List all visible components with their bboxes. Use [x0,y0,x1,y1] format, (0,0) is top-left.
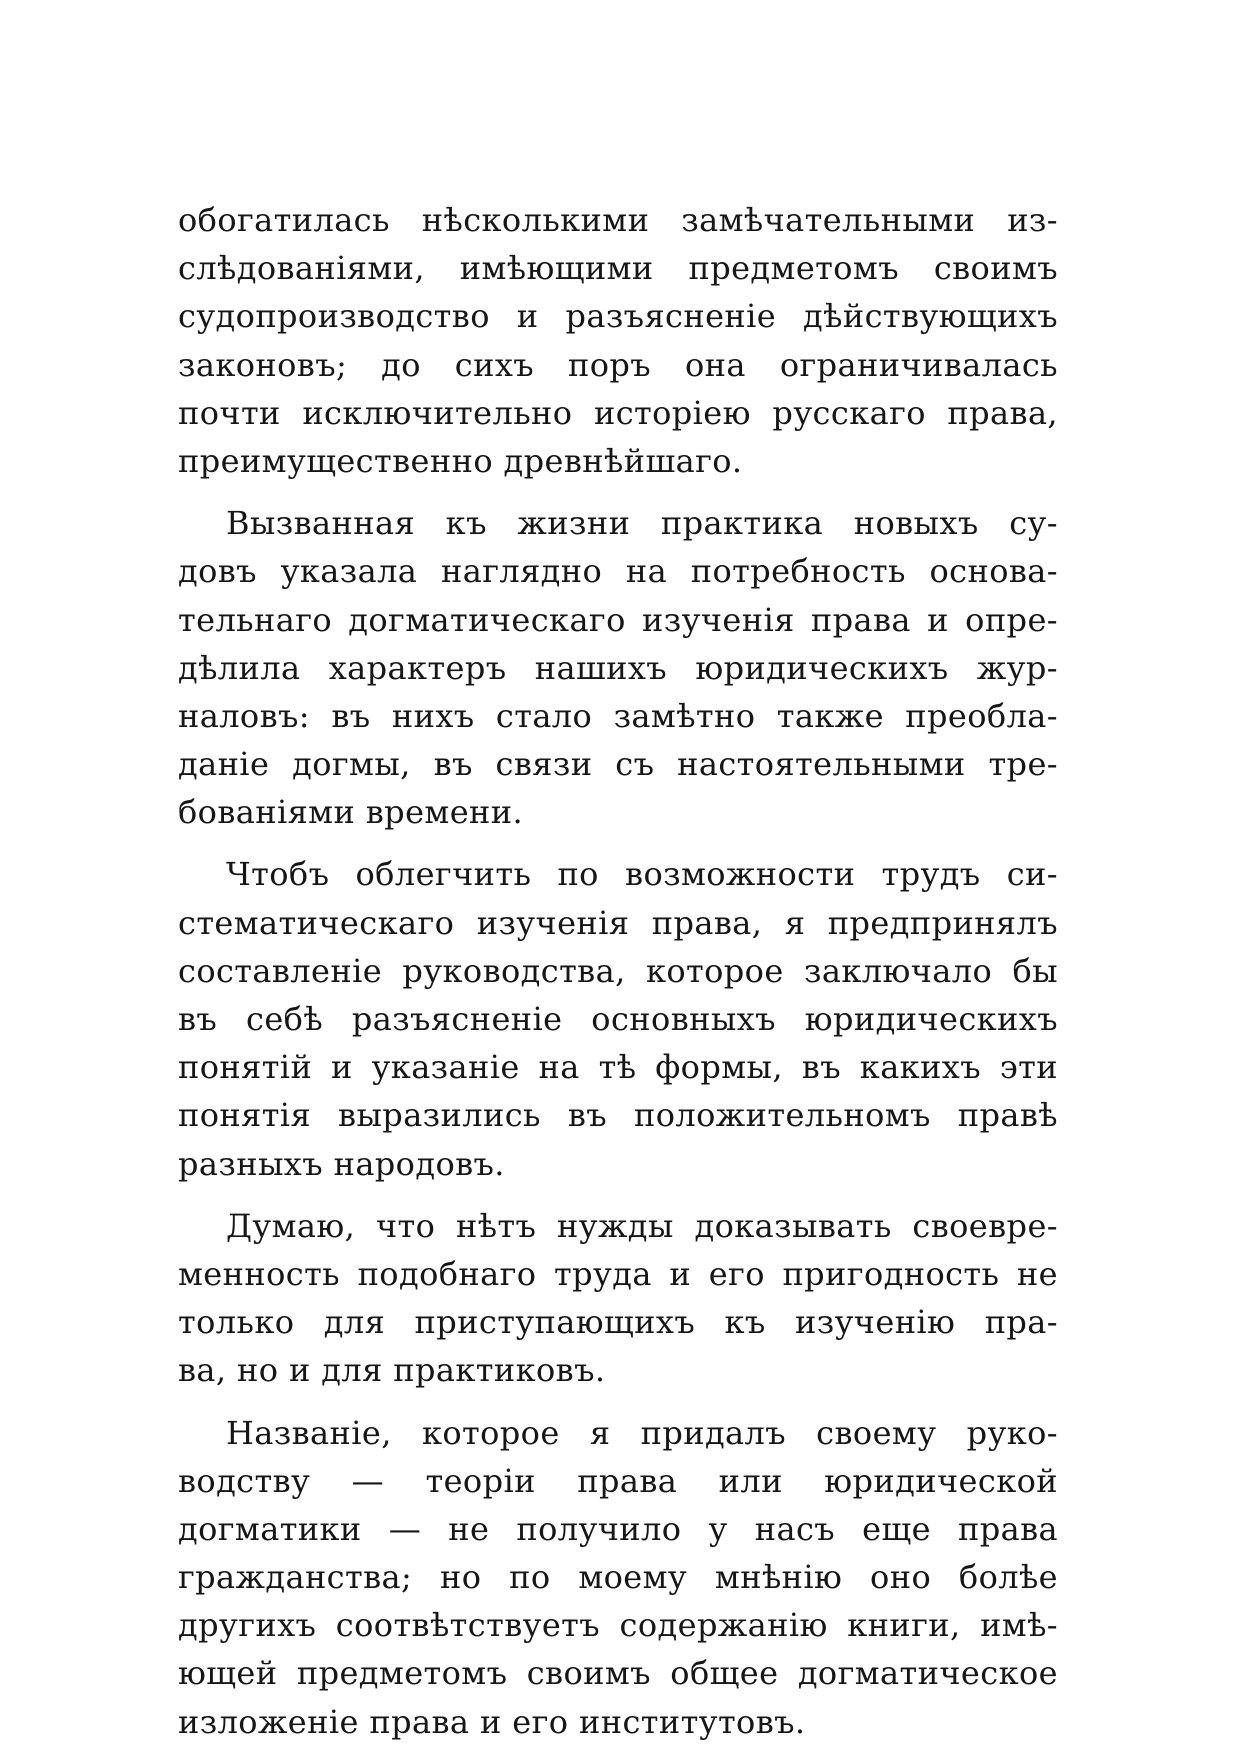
text-line: Чтобъ облегчить по возможности трудъ си- [226,855,1058,894]
text-line: составленіе руководства, которое заключало бы [178,951,1058,990]
text-line: дѣлила характеръ нашихъ юридическихъ жур- [178,648,1058,687]
text-line: изложеніе права и его институтовъ. [178,1702,806,1741]
text-line: преимущественно древнѣйшаго. [178,441,743,480]
text-line: ва, но и для практиковъ. [178,1351,606,1390]
text-line: наловъ: въ нихъ стало замѣтно также преобла- [178,696,1058,735]
text-line: даніе догмы, въ связи съ настоятельными тре- [178,745,1058,784]
text-line: менность подобнаго труда и его пригодность не [178,1254,1058,1293]
text-line: довъ указала наглядно на потребность основа- [178,552,1058,591]
paragraph-1 [178,196,1058,485]
text-line: бованіями времени. [178,793,524,832]
text-line: Названіе, которое я придалъ своему руко- [226,1413,1058,1452]
text-line: разныхъ народовъ. [178,1144,505,1183]
text-line: почти исключительно исторіею русскаго права, [178,393,1058,432]
text-line: стематическаго изученія права, я предпринялъ [178,903,1058,942]
text-line: обогатилась нѣсколькими замѣчательными из- [178,201,1058,239]
paragraph-4 [178,1202,1058,1395]
text-line: водству — теоріи права или юридической [178,1461,1058,1500]
text-line: другихъ соотвѣтствуетъ содержанію книги, имѣ- [178,1606,1058,1645]
text-line: въ себѣ разъясненіе основныхъ юридическихъ [178,1000,1058,1038]
text-line: понятія выразились въ положительномъ правѣ [178,1096,1058,1135]
text-line: ющей предметомъ своимъ общее догматическое [178,1654,1058,1693]
text-line: гражданства; но по моему мнѣнію оно болѣе [178,1558,1058,1597]
text-line: слѣдованіями, имѣющими предметомъ своимъ [178,249,1058,288]
text-line: судопроизводство и разъясненіе дѣйствующихъ [178,297,1058,336]
paragraph-5 [178,1409,1058,1746]
text-line: Думаю, что нѣтъ нужды доказывать своевре- [226,1206,1058,1245]
paragraph-2 [178,499,1058,836]
page-text [178,196,1058,1746]
paragraph-3 [178,850,1058,1187]
text-line: только для приступающихъ къ изученію пра- [178,1303,1058,1342]
text-line: понятій и указаніе на тѣ формы, въ какихъ эти [178,1048,1058,1087]
text-line: тельнаго догматическаго изученія права и опре- [178,600,1058,639]
text-line: догматики — не получило у насъ еще права [178,1509,1058,1548]
text-line: законовъ; до сихъ поръ она ограничивалась [178,345,1058,384]
text-line: Вызванная къ жизни практика новыхъ су- [226,504,1058,543]
